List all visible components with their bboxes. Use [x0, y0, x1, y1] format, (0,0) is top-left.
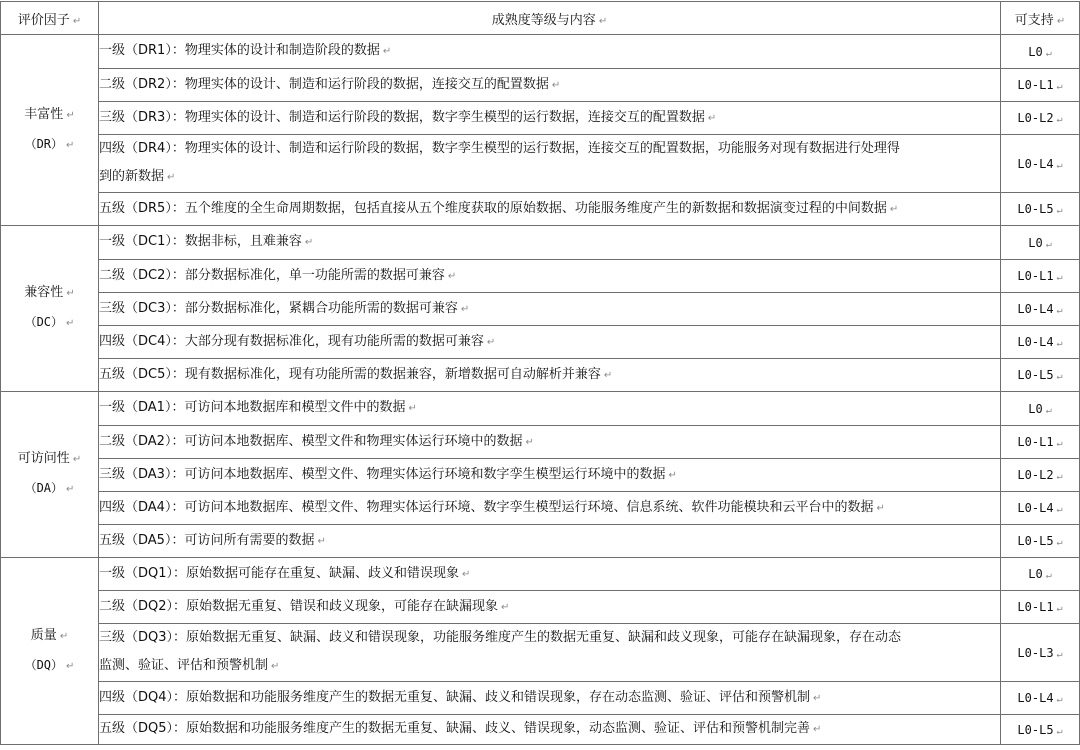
- return-mark-icon: ↵: [813, 692, 822, 704]
- level-description: 物理实体的设计、制造和运行阶段的数据，数字孪生模型的运行数据，连接交互的配置数据，功能服务对现有数据进行处理得: [184, 141, 900, 156]
- level-label: 二级（DQ2）：: [99, 598, 187, 614]
- level-description: 原始数据和功能服务维度产生的数据无重复、缺漏、歧义、错误现象，动态监测、验证、评估和预警机制完善: [186, 721, 811, 736]
- level-description: 原始数据无重复、错误和歧义现象，可能存在缺漏现象: [186, 598, 499, 614]
- support-level-cell: [1001, 102, 1080, 135]
- return-mark-icon: ↵: [603, 369, 613, 381]
- level-content-cell: [99, 293, 1001, 326]
- table-row: [1, 102, 1080, 135]
- maturity-table: [0, 1, 1080, 745]
- support-level-cell: [1001, 260, 1080, 293]
- return-mark-icon: ↵: [1056, 338, 1063, 349]
- support-level-cell: [1001, 525, 1080, 558]
- support-level-cell: [1001, 682, 1080, 715]
- level-content-cell: [99, 525, 1001, 558]
- support-level-value: L0-L4: [1017, 691, 1054, 705]
- factor-cell: [1, 35, 99, 226]
- support-level-cell: [1001, 359, 1080, 392]
- header-content: 成熟度等级与内容 ↵: [99, 2, 1001, 35]
- level-label: 四级（DA4）：: [99, 499, 185, 515]
- support-level-cell: [1001, 624, 1080, 682]
- return-mark-icon: ↵: [66, 288, 75, 299]
- level-label: 五级（DQ5）：: [99, 721, 187, 736]
- return-mark-icon: ↵: [271, 661, 280, 672]
- factor-name: [1, 101, 98, 130]
- table-row: [1, 193, 1080, 226]
- header-row: [1, 2, 1080, 35]
- return-mark-icon: ↵: [447, 270, 457, 282]
- factor-code-text: （DQ）: [24, 657, 64, 672]
- support-level-value: L0-L1: [1017, 435, 1054, 449]
- table-row: [1, 69, 1080, 102]
- return-mark-icon: ↵: [1056, 438, 1063, 449]
- return-mark-icon: ↵: [66, 109, 75, 121]
- level-description-line2: [99, 163, 1000, 192]
- return-mark-icon: ↵: [167, 172, 176, 183]
- return-mark-icon: ↵: [1045, 238, 1052, 250]
- return-mark-icon: ↵: [1056, 603, 1063, 614]
- support-level-value: L0-L4: [1017, 302, 1054, 316]
- factor-cell: [1, 226, 99, 392]
- return-mark-icon: ↵: [1056, 272, 1063, 283]
- level-content-cell: [99, 682, 1001, 715]
- level-description: 可访问本地数据库、模型文件、物理实体运行环境和数字孪生模型运行环境中的数据: [184, 466, 666, 482]
- level-description: 可访问本地数据库、模型文件、物理实体运行环境、数字孪生模型运行环境、信息系统、软件功能模块和云平台中的数据: [184, 499, 874, 515]
- level-label: 一级（DA1）：: [99, 400, 185, 415]
- table-row: [1, 392, 1080, 426]
- level-description: 五个维度的全生命周期数据，包括直接从五个维度获取的原始数据、功能服务维度产生的新数据和数据演变过程的中间数据: [184, 200, 887, 216]
- factor-code: [1, 308, 98, 338]
- level-description: 物理实体的设计、制造和运行阶段的数据，数字孪生模型的运行数据，连接交互的配置数据: [184, 109, 705, 125]
- level-description: 物理实体的设计和制造阶段的数据: [184, 43, 380, 58]
- header-support: 可支持 ↵: [1001, 2, 1080, 35]
- table-row: [1, 682, 1080, 715]
- level-label: 四级（DQ4）：: [99, 689, 187, 705]
- factor-name-text: 丰富性: [24, 106, 64, 122]
- support-level-value: L0-L1: [1017, 269, 1054, 283]
- return-mark-icon: ↵: [66, 139, 75, 151]
- support-level-value: L0-L4: [1017, 156, 1054, 171]
- support-level-cell: [1001, 591, 1080, 624]
- table-row: [1, 260, 1080, 293]
- level-content-cell: [99, 226, 1001, 260]
- return-mark-icon: ↵: [72, 15, 82, 27]
- level-label: 五级（DC5）：: [99, 366, 185, 382]
- level-description: 可访问所有需要的数据: [184, 532, 315, 548]
- factor-name-text: 质量: [30, 627, 57, 643]
- level-content-cell: [99, 260, 1001, 293]
- level-content-cell: [99, 102, 1001, 135]
- return-mark-icon: ↵: [501, 601, 510, 613]
- return-mark-icon: ↵: [1056, 305, 1063, 316]
- level-content-cell: [99, 35, 1001, 69]
- table-row: [1, 426, 1080, 459]
- return-mark-icon: ↵: [1056, 648, 1063, 660]
- factor-name: [1, 445, 98, 474]
- level-content-cell: [99, 193, 1001, 226]
- level-label: 四级（DC4）：: [99, 333, 185, 349]
- support-level-value: L0-L2: [1017, 111, 1054, 125]
- return-mark-icon: ↵: [1056, 537, 1063, 548]
- return-mark-icon: ↵: [1045, 570, 1052, 581]
- return-mark-icon: ↵: [813, 724, 822, 735]
- support-level-cell: [1001, 193, 1080, 226]
- factor-code: [1, 474, 98, 504]
- support-level-cell: [1001, 392, 1080, 426]
- level-label: 五级（DA5）：: [99, 532, 185, 548]
- level-label: 四级（DR4）：: [99, 141, 185, 156]
- support-level-value: L0-L5: [1017, 368, 1054, 382]
- return-mark-icon: ↵: [72, 454, 82, 465]
- level-description: 现有数据标准化，现有功能所需的数据兼容，新增数据可自动解析并兼容: [184, 366, 601, 382]
- level-content-cell: [99, 459, 1001, 492]
- table-row: [1, 359, 1080, 392]
- level-content-cell: [99, 359, 1001, 392]
- support-level-cell: [1001, 35, 1080, 69]
- level-content-cell: [99, 591, 1001, 624]
- level-label: 三级（DA3）：: [99, 466, 185, 482]
- return-mark-icon: ↵: [1056, 725, 1063, 737]
- level-description-line2-text: 到的新数据: [99, 169, 165, 184]
- factor-code-text: （DC）: [24, 315, 64, 329]
- support-level-value: L0-L5: [1017, 534, 1054, 548]
- level-description: 部分数据标准化，单一功能所需的数据可兼容: [184, 267, 445, 283]
- support-level-value: L0: [1028, 44, 1043, 59]
- support-level-cell: [1001, 459, 1080, 492]
- level-description: 物理实体的设计、制造和运行阶段的数据，连接交互的配置数据: [184, 76, 549, 92]
- return-mark-icon: ↵: [1045, 404, 1052, 416]
- support-level-cell: [1001, 492, 1080, 525]
- support-level-value: L0-L2: [1017, 468, 1054, 482]
- return-mark-icon: ↵: [598, 15, 608, 27]
- level-description: 部分数据标准化，紧耦合功能所需的数据可兼容: [184, 300, 458, 316]
- level-description: 数据非标，且难兼容: [184, 234, 302, 249]
- support-level-value: L0: [1028, 567, 1043, 581]
- level-content-cell: [99, 558, 1001, 591]
- return-mark-icon: ↵: [551, 79, 561, 91]
- support-level-value: L0-L3: [1017, 645, 1054, 660]
- return-mark-icon: ↵: [462, 568, 471, 580]
- level-description-line2-text: 监测、验证、评估和预警机制: [99, 658, 269, 673]
- factor-code: [1, 651, 98, 681]
- return-mark-icon: ↵: [668, 469, 677, 481]
- level-label: 二级（DC2）：: [99, 267, 185, 283]
- level-description: 可访问本地数据库和模型文件中的数据: [184, 400, 406, 415]
- return-mark-icon: ↵: [460, 303, 470, 315]
- level-label: 一级（DR1）：: [99, 43, 185, 58]
- level-description: 原始数据无重复、缺漏、歧义和错误现象，功能服务维度产生的数据无重复、缺漏和歧义现象，可能存在缺漏现象，存在动态: [186, 630, 902, 645]
- table-row: [1, 326, 1080, 359]
- table-row: [1, 35, 1080, 69]
- support-level-cell: [1001, 558, 1080, 591]
- table-row: [1, 624, 1080, 682]
- support-level-value: L0-L4: [1017, 501, 1054, 515]
- level-label: 二级（DR2）：: [99, 76, 185, 92]
- level-label: 三级（DC3）：: [99, 300, 185, 316]
- level-content-cell: [99, 69, 1001, 102]
- return-mark-icon: ↵: [66, 660, 75, 672]
- support-level-value: L0-L1: [1017, 78, 1054, 92]
- support-level-cell: [1001, 226, 1080, 260]
- return-mark-icon: ↵: [66, 318, 75, 329]
- level-label: 三级（DR3）：: [99, 109, 185, 125]
- level-description: 大部分现有数据标准化，现有功能所需的数据可兼容: [184, 333, 484, 349]
- table-row: [1, 459, 1080, 492]
- level-description: 原始数据和功能服务维度产生的数据无重复、缺漏、歧义和错误现象，存在动态监测、验证、评估和预警机制: [186, 689, 811, 705]
- table-row: [1, 591, 1080, 624]
- table-row: [1, 492, 1080, 525]
- support-level-cell: [1001, 69, 1080, 102]
- return-mark-icon: ↵: [304, 237, 314, 248]
- factor-name: [1, 279, 98, 308]
- level-content-cell: [99, 492, 1001, 525]
- return-mark-icon: ↵: [1056, 81, 1063, 92]
- level-label: 二级（DA2）：: [99, 433, 185, 449]
- level-content-cell: [99, 326, 1001, 359]
- return-mark-icon: ↵: [1056, 15, 1066, 27]
- level-content-cell: [99, 135, 1001, 193]
- return-mark-icon: ↵: [382, 46, 392, 57]
- level-content-cell: [99, 392, 1001, 426]
- return-mark-icon: ↵: [1056, 114, 1063, 125]
- return-mark-icon: ↵: [1056, 159, 1063, 171]
- level-label: 五级（DR5）：: [99, 200, 185, 216]
- support-level-cell: [1001, 326, 1080, 359]
- level-label: 一级（DQ1）：: [99, 565, 187, 581]
- support-level-value: L0-L4: [1017, 335, 1054, 349]
- support-level-value: L0: [1028, 235, 1043, 250]
- level-label: 一级（DC1）：: [99, 234, 185, 249]
- table-row: [1, 226, 1080, 260]
- header-factor: 评价因子 ↵: [1, 2, 99, 35]
- support-level-value: L0-L5: [1017, 202, 1054, 216]
- return-mark-icon: ↵: [1056, 371, 1063, 382]
- table-row: [1, 558, 1080, 591]
- support-level-value: L0-L1: [1017, 600, 1054, 614]
- level-description: 可访问本地数据库、模型文件和物理实体运行环境中的数据: [184, 433, 523, 449]
- return-mark-icon: ↵: [486, 336, 496, 348]
- return-mark-icon: ↵: [1056, 694, 1063, 705]
- return-mark-icon: ↵: [707, 112, 717, 124]
- factor-code: [1, 130, 98, 160]
- return-mark-icon: ↵: [876, 502, 885, 514]
- level-content-cell: [99, 426, 1001, 459]
- table-row: [1, 293, 1080, 326]
- return-mark-icon: ↵: [59, 630, 69, 642]
- factor-name-text: 可访问性: [17, 451, 70, 466]
- factor-name: [1, 622, 98, 651]
- factor-name-text: 兼容性: [24, 285, 64, 300]
- return-mark-icon: ↵: [66, 484, 75, 495]
- return-mark-icon: ↵: [889, 203, 899, 215]
- table-row: [1, 135, 1080, 193]
- return-mark-icon: ↵: [408, 403, 417, 414]
- table-row: [1, 715, 1080, 745]
- level-label: 三级（DQ3）：: [99, 630, 187, 645]
- return-mark-icon: ↵: [1045, 47, 1052, 59]
- factor-code-text: （DR）: [24, 136, 64, 151]
- return-mark-icon: ↵: [1056, 471, 1063, 482]
- return-mark-icon: ↵: [1056, 205, 1063, 216]
- support-level-cell: [1001, 715, 1080, 745]
- table-row: [1, 525, 1080, 558]
- support-level-value: L0-L5: [1017, 722, 1054, 737]
- return-mark-icon: ↵: [525, 436, 534, 448]
- level-content-cell: [99, 715, 1001, 745]
- level-description-line2: [99, 652, 1000, 681]
- factor-cell: [1, 558, 99, 745]
- support-level-cell: [1001, 426, 1080, 459]
- level-description: 原始数据可能存在重复、缺漏、歧义和错误现象: [186, 565, 460, 581]
- level-content-cell: [99, 624, 1001, 682]
- support-level-value: L0: [1028, 401, 1043, 416]
- factor-cell: [1, 392, 99, 558]
- support-level-cell: [1001, 293, 1080, 326]
- factor-code-text: （DA）: [24, 481, 64, 495]
- return-mark-icon: ↵: [1056, 504, 1063, 515]
- return-mark-icon: ↵: [317, 535, 326, 547]
- support-level-cell: [1001, 135, 1080, 193]
